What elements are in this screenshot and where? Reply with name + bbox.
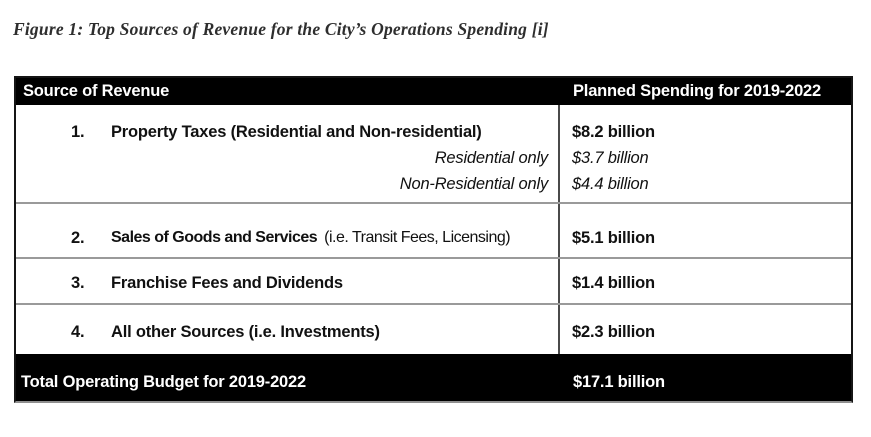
row-number: 4.	[71, 323, 85, 341]
table-row-all-other-sources	[16, 303, 851, 354]
row-value: $1.4 billion	[572, 274, 655, 292]
table-header-row	[16, 78, 851, 105]
header-source-of-revenue: Source of Revenue	[23, 82, 170, 100]
figure-title: Figure 1: Top Sources of Revenue for the City’s Operations Spending [i]	[13, 19, 549, 39]
revenue-table	[14, 76, 853, 403]
table-row-property-taxes	[16, 105, 851, 202]
subrow-residential-value: $3.7 billion	[572, 149, 649, 167]
subrow-residential-label: Residential only	[434, 149, 548, 167]
cell-sales-label	[16, 204, 560, 257]
item-line	[16, 225, 558, 251]
row-number: 1.	[71, 123, 85, 141]
header-planned-spending: Planned Spending for 2019-2022	[573, 82, 821, 100]
cell-franchise-label	[16, 259, 560, 303]
row-number: 3.	[71, 274, 85, 292]
footer-total-label: Total Operating Budget for 2019-2022	[21, 373, 306, 391]
table-row-franchise-fees	[16, 257, 851, 303]
row-label-note: (i.e. Transit Fees, Licensing)	[324, 229, 511, 246]
row-value: $8.2 billion	[572, 123, 655, 141]
cell-other-sources-value	[560, 305, 851, 354]
cell-sales-value	[560, 204, 851, 257]
row-value: $2.3 billion	[572, 323, 655, 341]
cell-franchise-value	[560, 259, 851, 303]
cell-other-sources-label	[16, 305, 560, 354]
footer-total-value: $17.1 billion	[573, 373, 665, 391]
table-footer-total-row	[16, 354, 851, 401]
item-line	[16, 119, 558, 145]
row-number: 2.	[71, 229, 85, 247]
item-line	[16, 319, 558, 345]
item-line	[16, 270, 558, 296]
row-label: All other Sources (i.e. Investments)	[111, 323, 380, 341]
cell-property-taxes-value	[560, 105, 851, 202]
subrow-non-residential-label: Non-Residential only	[399, 175, 548, 193]
subrow-non-residential-value: $4.4 billion	[572, 175, 649, 193]
row-label: Franchise Fees and Dividends	[111, 274, 343, 292]
row-label: Sales of Goods and Services	[111, 229, 318, 246]
table-row-sales-goods-services	[16, 202, 851, 257]
cell-property-taxes-label	[16, 105, 560, 202]
row-value: $5.1 billion	[572, 229, 655, 247]
row-label: Property Taxes (Residential and Non-residential)	[111, 123, 482, 141]
